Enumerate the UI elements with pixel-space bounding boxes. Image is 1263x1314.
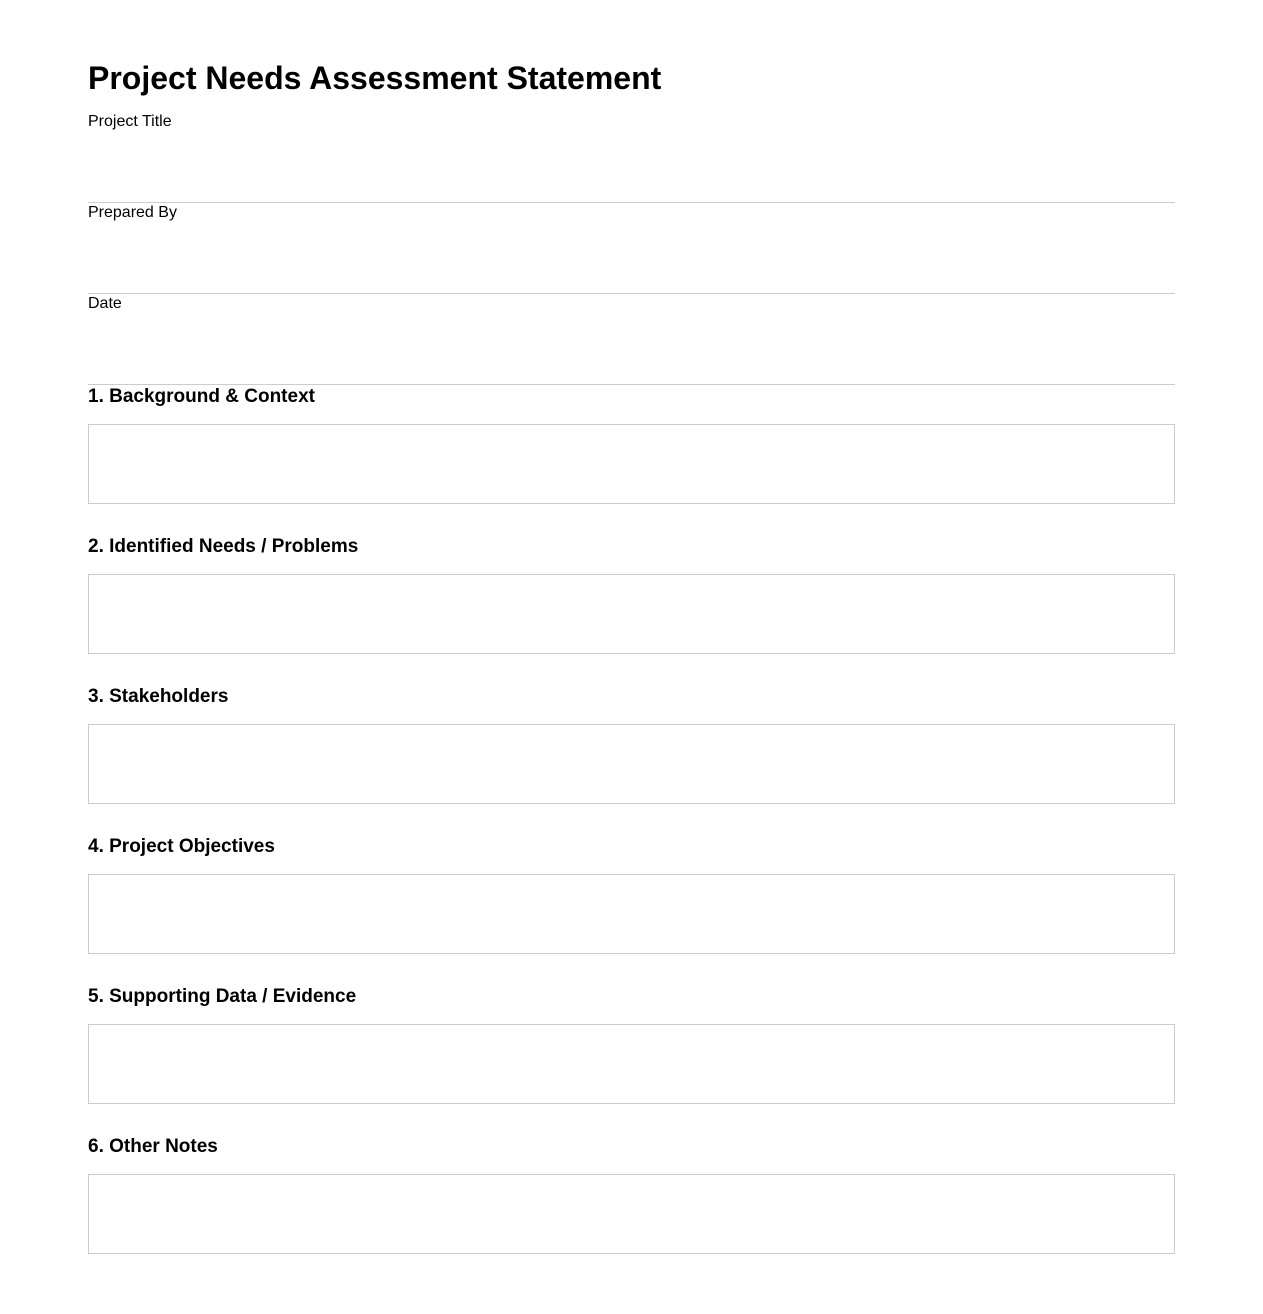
section-input-box[interactable] — [88, 874, 1175, 954]
section-heading: 6. Other Notes — [88, 1136, 218, 1157]
section-input-box[interactable] — [88, 424, 1175, 504]
field-label-prepared-by: Prepared By — [88, 204, 177, 221]
section-input-box[interactable] — [88, 1024, 1175, 1104]
section-stakeholders — [88, 686, 1175, 708]
field-prepared-by[interactable] — [88, 203, 1175, 294]
section-input-box[interactable] — [88, 724, 1175, 804]
section-heading: 5. Supporting Data / Evidence — [88, 986, 357, 1007]
section-input-box[interactable] — [88, 574, 1175, 654]
section-heading: 4. Project Objectives — [88, 836, 275, 857]
section-project-objectives — [88, 836, 1175, 858]
section-heading: 3. Stakeholders — [88, 686, 229, 707]
section-background-context — [88, 386, 1175, 408]
section-heading: 2. Identified Needs / Problems — [88, 536, 359, 557]
document-title: Project Needs Assessment Statement — [88, 60, 662, 96]
field-label-date: Date — [88, 295, 122, 312]
section-supporting-data — [88, 986, 1175, 1008]
section-identified-needs — [88, 536, 1175, 558]
section-heading: 1. Background & Context — [88, 386, 315, 407]
section-other-notes — [88, 1136, 1175, 1158]
section-input-box[interactable] — [88, 1174, 1175, 1254]
field-project-title[interactable] — [88, 112, 1175, 203]
field-date[interactable] — [88, 294, 1175, 385]
field-label-project-title: Project Title — [88, 113, 172, 130]
